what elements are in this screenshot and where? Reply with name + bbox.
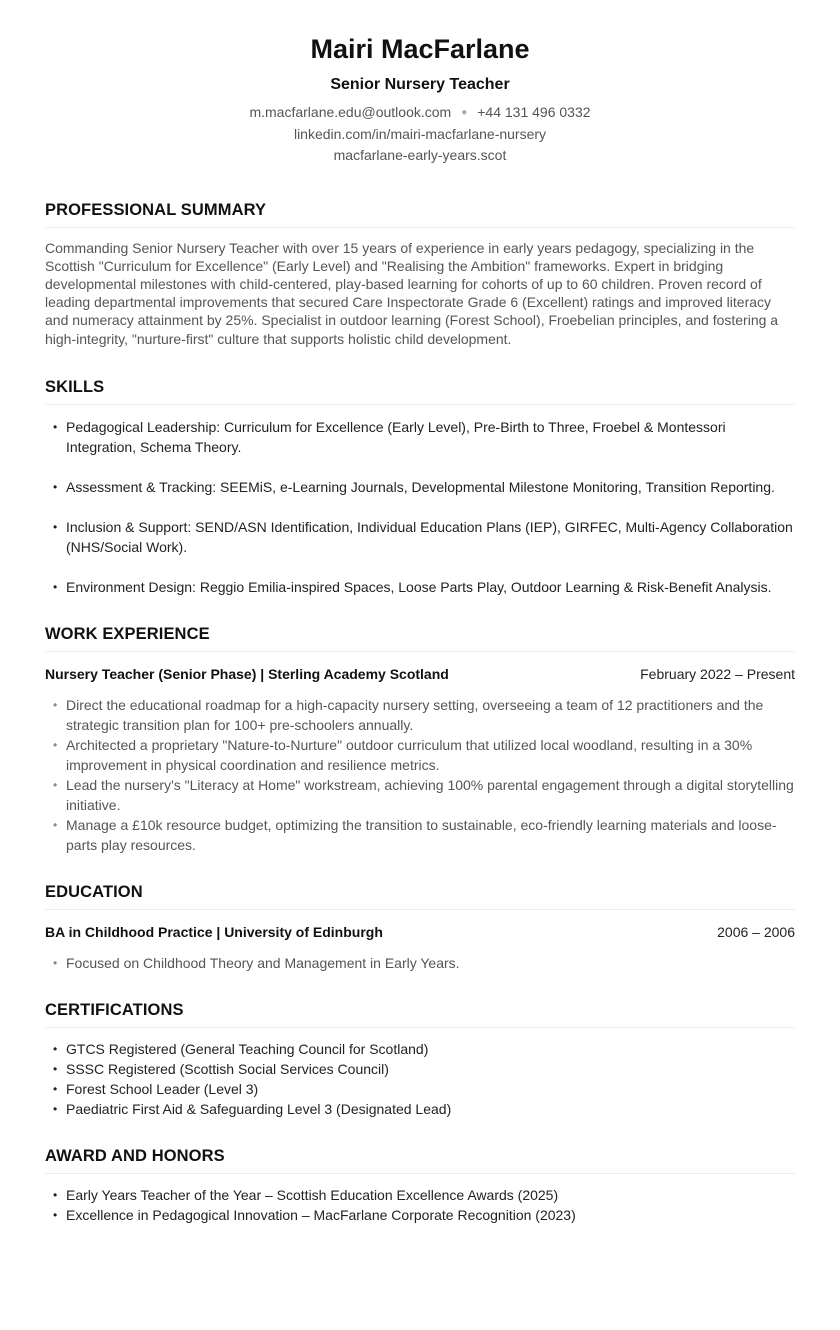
job-bullet: • Architected a proprietary "Nature-to-Nurture" outdoor curriculum that utilized local woodland, resulting in a 30% improvement in physical coordination and resilience metrics. bbox=[45, 735, 795, 775]
job-title: Nursery Teacher (Senior Phase) | Sterling Academy Scotland bbox=[45, 665, 449, 682]
skills-section bbox=[45, 378, 795, 597]
award-item: • Excellence in Pedagogical Innovation – MacFarlane Corporate Recognition (2023) bbox=[45, 1205, 795, 1225]
experience-section bbox=[45, 625, 795, 855]
resume-header bbox=[45, 0, 795, 167]
contact-info bbox=[45, 102, 795, 167]
section-title-certifications: CERTIFICATIONS bbox=[45, 1001, 795, 1028]
job-header bbox=[45, 664, 795, 684]
summary-text: Commanding Senior Nursery Teacher with over 15 years of experience in early years pedagogy, specializing in the Scottish "Curriculum for Excellence" (Early Level) and "Realising the Ambition" frameworks. Expert in bridging developmental milestones with child-centered, play-based learning for cohorts of up to 60 children. Proven record of leading departmental improvements that secured Care Inspectorate Grade 6 (Excellent) ratings and improved literacy and numeracy attainment by 25%. Specialist in outdoor learning (Forest School), Froebelian principles, and fostering a high-integrity, "nurture-first" culture that supports holistic child development. bbox=[45, 239, 779, 347]
section-title-experience: WORK EXPERIENCE bbox=[45, 625, 795, 652]
certification-item: • Forest School Leader (Level 3) bbox=[45, 1079, 795, 1099]
website-link[interactable]: macfarlane-early-years.scot bbox=[333, 147, 507, 163]
skill-item: • Environment Design: Reggio Emilia-inspired Spaces, Loose Parts Play, Outdoor Learning & Risk-Benefit Analysis. bbox=[45, 577, 795, 597]
email-link[interactable]: m.macfarlane.edu@outlook.com bbox=[249, 104, 452, 120]
skill-item: • Pedagogical Leadership: Curriculum for Excellence (Early Level), Pre-Birth to Three, Froebel & Montessori Integration, Schema Theory. bbox=[45, 417, 795, 457]
education-section bbox=[45, 883, 795, 973]
job-dates: February 2022 – Present bbox=[640, 665, 795, 682]
job-bullet: • Lead the nursery's "Literacy at Home" workstream, achieving 100% parental engagement through a digital storytelling initiative. bbox=[45, 775, 795, 815]
awards-section bbox=[45, 1147, 795, 1225]
education-dates: 2006 – 2006 bbox=[717, 923, 795, 940]
candidate-name: Mairi MacFarlane bbox=[310, 34, 530, 64]
linkedin-link[interactable]: linkedin.com/in/mairi-macfarlane-nursery bbox=[293, 125, 547, 142]
certification-item: • GTCS Registered (General Teaching Council for Scotland) bbox=[45, 1039, 795, 1059]
section-title-awards: AWARD AND HONORS bbox=[45, 1147, 795, 1174]
section-title-education: EDUCATION bbox=[45, 883, 795, 910]
section-title-summary: PROFESSIONAL SUMMARY bbox=[45, 201, 795, 228]
certification-item: • Paediatric First Aid & Safeguarding Level 3 (Designated Lead) bbox=[45, 1099, 795, 1119]
section-title-skills: SKILLS bbox=[45, 378, 795, 405]
certifications-section bbox=[45, 1001, 795, 1119]
award-item: • Early Years Teacher of the Year – Scottish Education Excellence Awards (2025) bbox=[45, 1185, 795, 1205]
job-bullet: • Direct the educational roadmap for a high-capacity nursery setting, overseeing a team of 12 practitioners and the strategic transition plan for 100+ pre-schoolers annually. bbox=[45, 695, 795, 735]
phone-number[interactable]: +44 131 496 0332 bbox=[477, 104, 591, 120]
job-bullets bbox=[45, 695, 795, 855]
certification-item: • SSSC Registered (Scottish Social Services Council) bbox=[45, 1059, 795, 1079]
certifications-list bbox=[45, 1039, 795, 1119]
education-bullet: • Focused on Childhood Theory and Management in Early Years. bbox=[45, 953, 795, 973]
summary-section bbox=[45, 201, 795, 348]
skill-item: • Inclusion & Support: SEND/ASN Identification, Individual Education Plans (IEP), GIRFEC, Multi-Agency Collaboration (NHS/Social Work). bbox=[45, 517, 795, 557]
degree-title: BA in Childhood Practice | University of Edinburgh bbox=[45, 923, 383, 940]
job-bullet: • Manage a £10k resource budget, optimizing the transition to sustainable, eco-friendly learning materials and loose-parts play resources. bbox=[45, 815, 795, 855]
candidate-role: Senior Nursery Teacher bbox=[330, 76, 510, 93]
education-header bbox=[45, 922, 795, 942]
contact-line-1 bbox=[45, 102, 795, 124]
skills-list bbox=[45, 417, 795, 597]
separator-dot-icon: ● bbox=[461, 107, 468, 118]
awards-list bbox=[45, 1185, 795, 1225]
skill-item: • Assessment & Tracking: SEEMiS, e-Learning Journals, Developmental Milestone Monitoring, Transition Reporting. bbox=[45, 477, 795, 497]
education-bullets bbox=[45, 953, 795, 973]
